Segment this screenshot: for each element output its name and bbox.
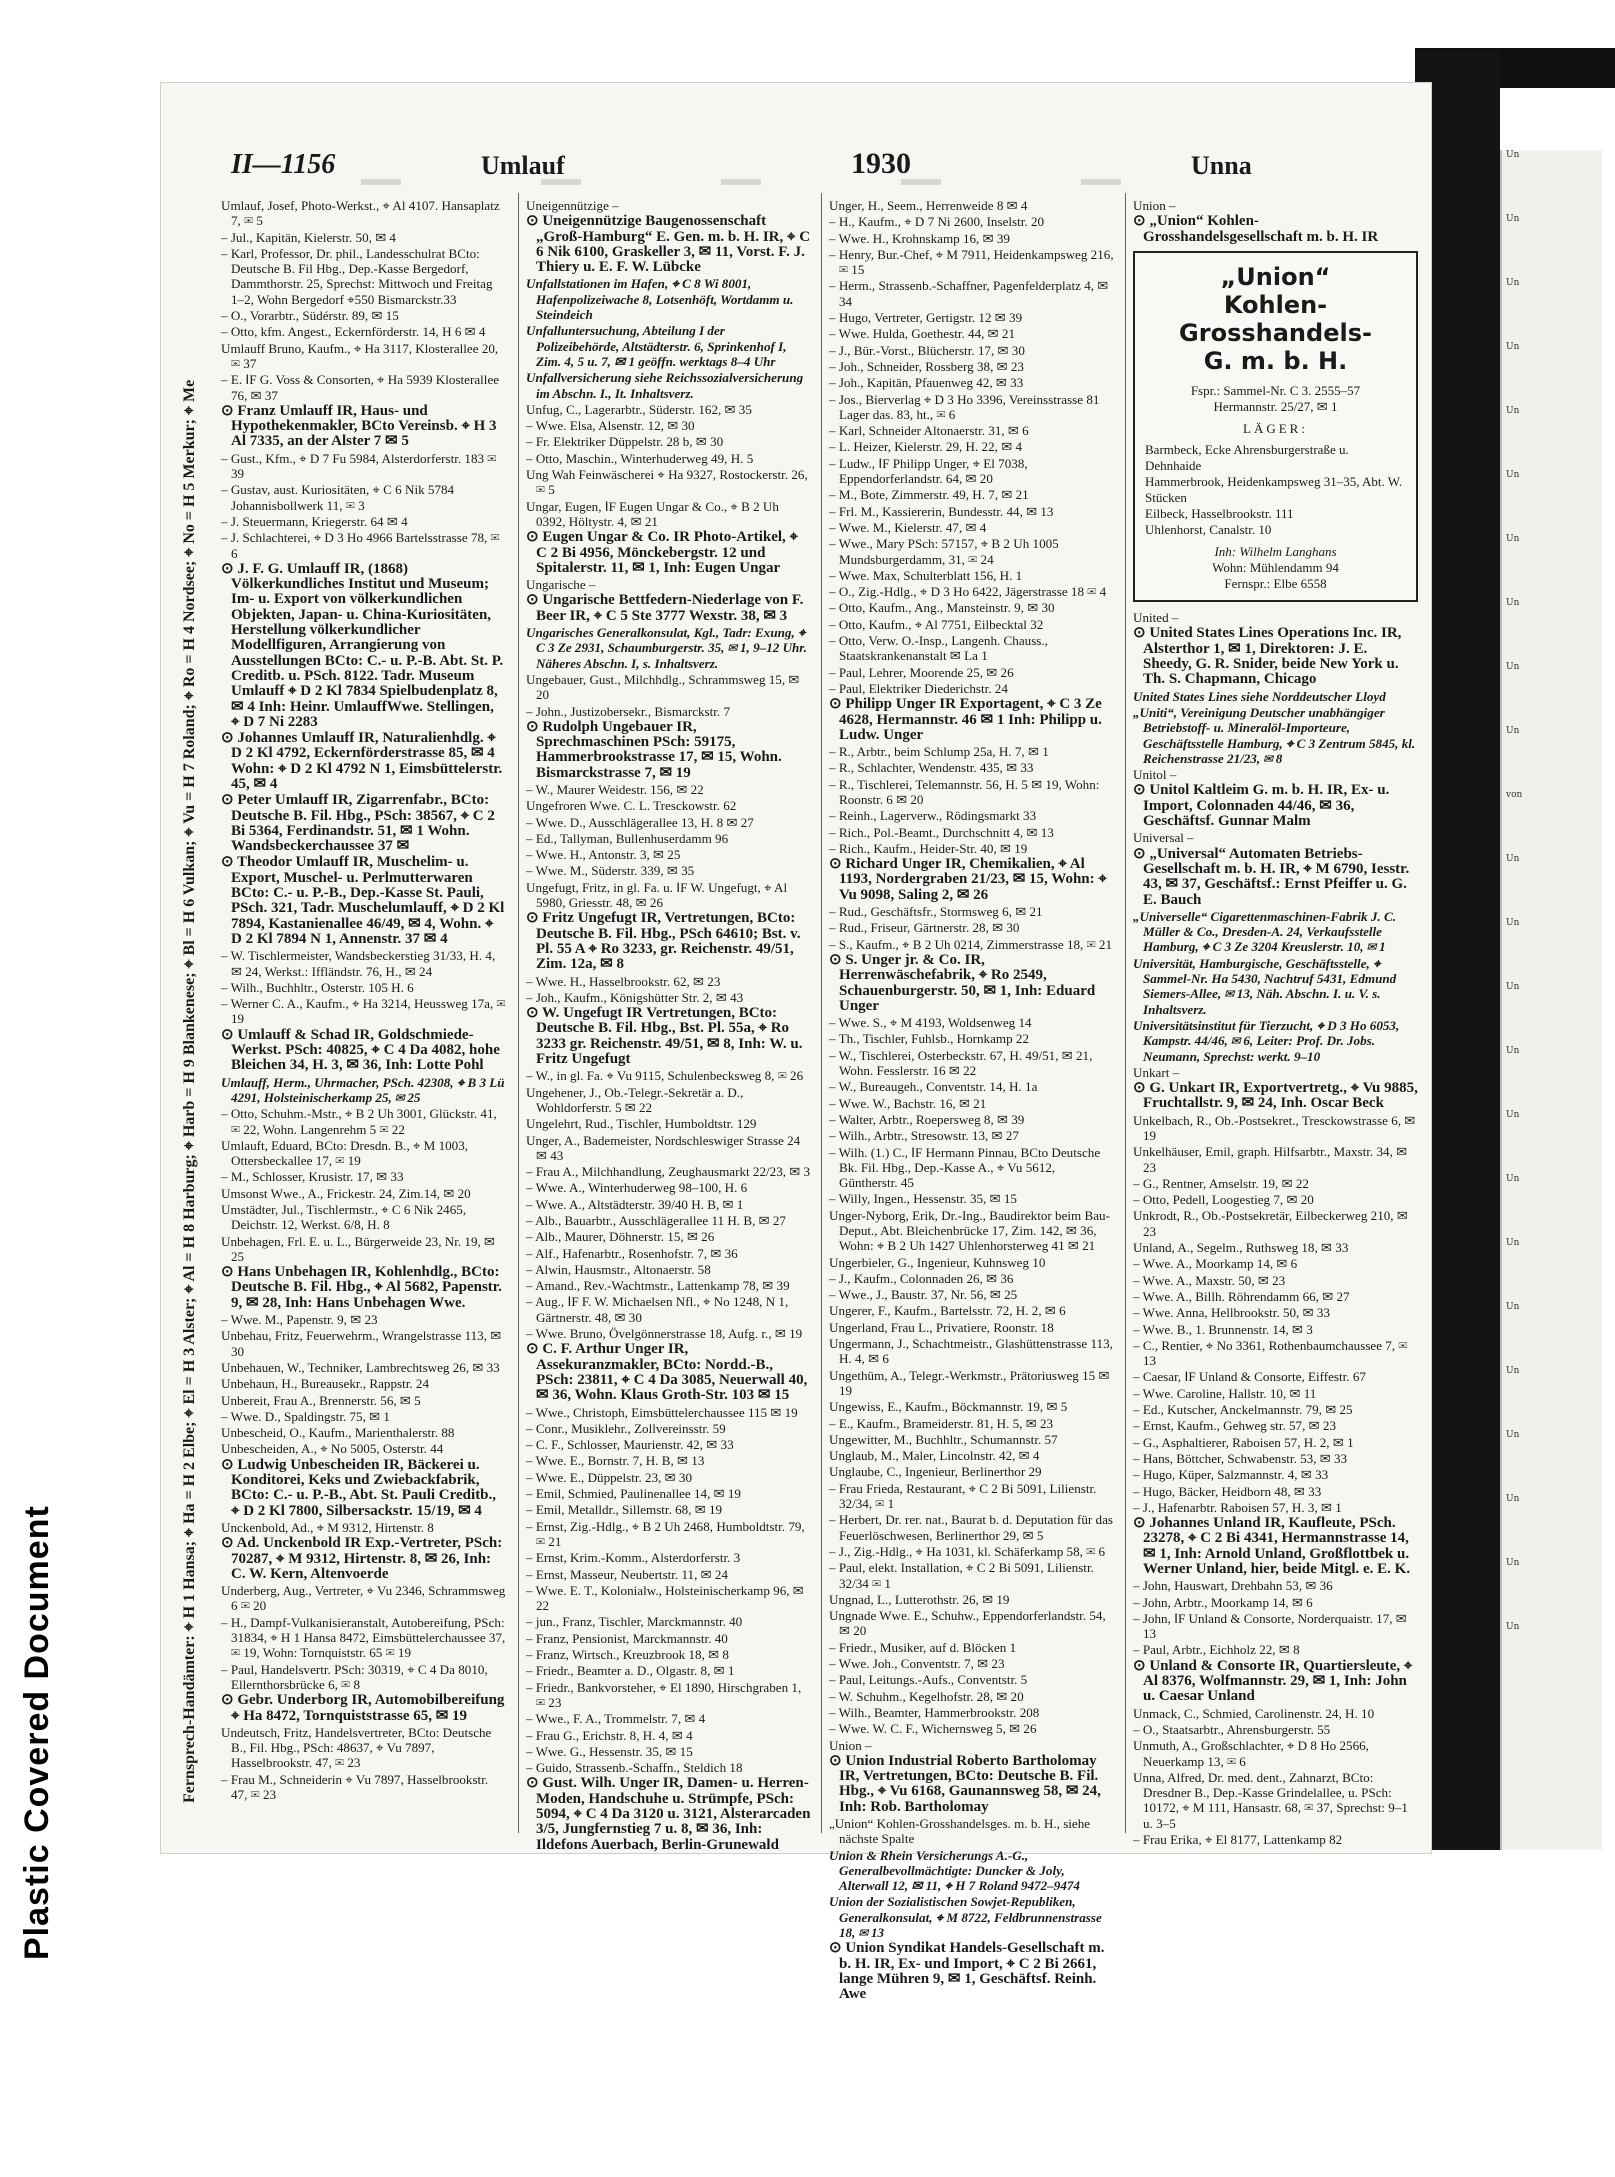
- directory-entry: Unkelhäuser, Emil, graph. Hilfsarbtr., Maxstr. 34, ✉ 23: [1133, 1144, 1408, 1175]
- directory-entry: Ungewiss, E., Kaufm., Böckmannstr. 19, ✉ 5: [829, 1399, 1068, 1415]
- directory-entry: – Frau G., Erichstr. 8, H. 4, ✉ 4: [526, 1727, 693, 1743]
- directory-entry: – Otto, Pedell, Loogestieg 7, ✉ 20: [1133, 1192, 1314, 1208]
- facing-page-fragment: Un: [1506, 918, 1520, 928]
- directory-entry: ⊙ Peter Umlauff IR, Zigarrenfabr., BCto: Deutsche B. Fil. Hbg., PSch: 38567, ⌖ C 2 Bi 5364, Ferdinandstr. 51, ✉ 1 Wohn. Wandsbeckerchaussee 37 ✉: [221, 792, 495, 855]
- directory-entry: – Hans, Böttcher, Schwabenstr. 53, ✉ 33: [1133, 1450, 1348, 1466]
- directory-entry: – Wwe., Mary PSch: 57157, ⌖ B 2 Uh 1005 Mundsburgerdamm, 31, ✉ 24: [829, 536, 1059, 567]
- directory-entry: – Wwe. S., ⌖ M 4193, Woldsenweg 14: [829, 1015, 1032, 1031]
- directory-entry: – L. Heizer, Kielerstr. 29, H. 22, ✉ 4: [829, 439, 1022, 455]
- directory-entry: – Wwe. M., Kielerstr. 47, ✉ 4: [829, 519, 987, 535]
- directory-entry: Ungewitter, M., Buchhltr., Schumannstr. 57: [829, 1431, 1058, 1447]
- directory-entry: – H., Kaufm., ⌖ D 7 Ni 2600, Inselstr. 20: [829, 214, 1045, 230]
- facing-page-fragment: Un: [1506, 470, 1520, 480]
- directory-entry: – Otto, Kaufm., Ang., Mansteinstr. 9, ✉ 30: [829, 600, 1055, 616]
- directory-entry: – Alf., Hafenarbtr., Rosenhofstr. 7, ✉ 36: [526, 1245, 738, 1261]
- directory-entry: Ungethüm, A., Telegr.-Werkmstr., Prätoriusweg 15 ✉ 19: [829, 1367, 1110, 1398]
- directory-entry: Ungnade Wwe. E., Schuhw., Eppendorferlandstr. 54, ✉ 20: [829, 1608, 1106, 1639]
- directory-entry: Umsonst Wwe., A., Frickestr. 24, Zim.14, ✉ 20: [221, 1185, 471, 1201]
- directory-entry: – Frau Frieda, Restaurant, ⌖ C 2 Bi 5091, Lilienstr. 32/34, ✉ 1: [829, 1480, 1097, 1512]
- directory-entry: – H., Dampf-Vulkanisieranstalt, Autobereifung, PSch: 31834, ⌖ H 1 Hansa 8472, Eimsbüttelerchaussee 37, ✉ 19, Wohn: Tornquiststr. 65 ✉ 19: [221, 1614, 506, 1661]
- directory-entry: – Karl, Schneider Altonaerstr. 31, ✉ 6: [829, 423, 1029, 439]
- directory-entry: Umlauff, Herm., Uhrmacher, PSch. 42308, ⌖ B 3 Lü 4291, Holsteinischerkamp 25, ✉ 25: [221, 1074, 505, 1105]
- directory-entry: Unckenbold, Ad., ⌖ M 9312, Hirtenstr. 8: [221, 1519, 434, 1535]
- directory-entry: – W. Tischlermeister, Wandsbeckerstieg 31/33, H. 4, ✉ 24, Werkst.: Iffländstr. 76, H., ✉ 24: [221, 948, 496, 979]
- directory-entry: – Ernst, Kaufm., Gehweg str. 57, ✉ 23: [1133, 1418, 1336, 1434]
- directory-entry: – O., Staatsarbtr., Ahrensburgerstr. 55: [1133, 1721, 1331, 1737]
- directory-entry: Unfallstationen im Hafen, ⌖ C 8 Wi 8001, Hafenpolizeiwache 8, Lotsenhöft, Wortdamm u. Steindeich: [526, 276, 794, 323]
- directory-entry: Ungerland, Frau L., Privatiere, Roonstr. 18: [829, 1319, 1054, 1335]
- directory-entry: – Ernst, Zig.-Hdlg., ⌖ B 2 Uh 2468, Humboldtstr. 79, ✉ 21: [526, 1518, 805, 1549]
- ad-owner: Inh: Wilhelm Langhans: [1214, 544, 1337, 560]
- directory-entry: – Th., Tischler, Fuhlsb., Hornkamp 22: [829, 1031, 1030, 1047]
- directory-entry: – Joh., Kapitän, Pfauenweg 42, ✉ 33: [829, 375, 1024, 391]
- ad-home-phone: Fernspr.: Elbe 6558: [1224, 576, 1327, 592]
- directory-entry: Ungarisches Generalkonsulat, Kgl., Tadr: Exung, ⌖ C 3 Ze 2931, Schaumburgerstr. 35, ✉ 1, 9–12 Uhr. Näheres Abschn. I, s. Inhaltsverz.: [526, 625, 807, 671]
- directory-entry: – Wwe. M., Papenstr. 9, ✉ 23: [221, 1312, 378, 1328]
- page-number: II—1156: [231, 149, 336, 180]
- directory-entry: Union & Rhein Versicherungs A.-G., Generalbevollmächtigte: Duncker & Joly, Alterwall 12, ✉ 11, ⌖ H 7 Roland 9472–9474: [829, 1847, 1080, 1894]
- directory-entry: – Henry, Bur.-Chef, ⌖ M 7911, Heidenkampsweg 216, ✉ 15: [829, 246, 1114, 278]
- directory-entry: Universität, Hamburgische, Geschäftsstelle, ⌖ Sammel-Nr. Ha 5430, Nachtruf 5431, Edmund Siemers-Allee, ✉ 13, Näh. Abschn. I. u. V. s. Inhaltsverz.: [1133, 955, 1397, 1017]
- directory-entry: Unbehagen, Frl. E. u. L., Bürgerweide 23, Nr. 19, ✉ 25: [221, 1233, 496, 1264]
- directory-entry: ⊙ United States Lines Operations Inc. IR, Alsterthor 1, ✉ 1, Direktoren: J. E. Sheedy, G. R. Snider, beide New York u. Th. S. Chapmann, Chicago: [1133, 625, 1402, 688]
- directory-entry: – Wwe. G., Hessenstr. 35, ✉ 15: [526, 1743, 693, 1759]
- directory-entry: – Fr. Elektriker Düppelstr. 28 b, ✉ 30: [526, 434, 724, 450]
- directory-entry: – Otto, Maschin., Winterhuderweg 49, H. 5: [526, 450, 754, 466]
- directory-entry: – Hugo, Vertreter, Gertigstr. 12 ✉ 39: [829, 310, 1023, 326]
- facing-page-fragment: Un: [1506, 662, 1520, 672]
- directory-entry: – W. Schuhm., Kegelhofstr. 28, ✉ 20: [829, 1688, 1024, 1704]
- directory-entry: – Rud., Geschäftsfr., Stormsweg 6, ✉ 21: [829, 904, 1043, 920]
- directory-entry: – Wwe. E., Bornstr. 7, H. B, ✉ 13: [526, 1453, 705, 1469]
- directory-entry: Unmack, C., Schmied, Carolinenstr. 24, H. 10: [1133, 1705, 1375, 1721]
- directory-entry: – Emil, Schmied, Paulinenallee 14, ✉ 19: [526, 1486, 741, 1502]
- directory-entry: Ungar, Eugen, ⅠF Eugen Ungar & Co., ⌖ B 2 Uh 0392, Höltystr. 4, ✉ 21: [526, 498, 779, 529]
- directory-entry: – Herbert, Dr. rer. nat., Baurat b. d. Deputation für das Feuerlöschwesen, Berlinerthor 29, ✉ 5: [829, 1512, 1113, 1543]
- directory-entry: Unmuth, A., Großschlachter, ⌖ D 8 Ho 2566, Neuerkamp 13, ✉ 6: [1133, 1738, 1369, 1769]
- directory-entry: – Wwe. Max, Schulterblatt 156, H. 1: [829, 567, 1023, 583]
- column-rule: [1125, 193, 1126, 1833]
- directory-entry: – W., Maurer Weidestr. 156, ✉ 22: [526, 781, 704, 797]
- directory-entry: – J. Steuermann, Kriegerstr. 64 ✉ 4: [221, 513, 408, 529]
- directory-entry: – Reinh., Lagerverw., Rödingsmarkt 33: [829, 808, 1037, 824]
- facing-page-fragment: Un: [1506, 1430, 1520, 1440]
- directory-entry: – Hugo, Küper, Salzmannstr. 4, ✉ 33: [1133, 1467, 1329, 1483]
- directory-entry: – Otto, kfm. Angest., Eckernförderstr. 14, H 6 ✉ 4: [221, 324, 486, 340]
- facing-page-fragment: Un: [1506, 214, 1520, 224]
- directory-entry: Union –: [1133, 198, 1176, 213]
- directory-entry: – J., Hafenarbtr. Raboisen 57, H. 3, ✉ 1: [1133, 1499, 1342, 1515]
- directory-entry: – Wwe. Joh., Conventstr. 7, ✉ 23: [829, 1656, 1005, 1672]
- directory-entry: – W., Tischlerei, Osterbeckstr. 67, H. 49/51, ✉ 21, Wohn. Fesslerstr. 16 ✉ 22: [829, 1047, 1093, 1079]
- directory-entry: Unbescheiden, A., ⌖ No 5005, Osterstr. 44: [221, 1441, 444, 1457]
- ad-lager-heading: LÄGER:: [1243, 420, 1308, 436]
- directory-entry: – G., Asphaltierer, Raboisen 57, H. 2, ✉ 1: [1133, 1434, 1354, 1450]
- directory-entry: – Otto, Kaufm., ⌖ Al 7751, Eilbecktal 32: [829, 616, 1044, 632]
- facing-page-fragment: Un: [1506, 150, 1520, 160]
- directory-entry: – Jul., Kapitän, Kielerstr. 50, ✉ 4: [221, 229, 396, 245]
- directory-entry: Ungelehrt, Rud., Tischler, Humboldtstr. 129: [526, 1116, 757, 1132]
- directory-entry: Unger, H., Seem., Herrenweide 8 ✉ 4: [829, 198, 1028, 213]
- directory-entry: – Wwe., Christoph, Eimsbüttelerchaussee 115 ✉ 19: [526, 1404, 798, 1420]
- directory-entry: – Werner C. A., Kaufm., ⌖ Ha 3214, Heussweg 17a, ✉ 19: [221, 996, 506, 1027]
- directory-entry: – Paul, Lehrer, Moorende 25, ✉ 26: [829, 664, 1014, 680]
- facing-page-fragment: Un: [1506, 342, 1520, 352]
- directory-entry: ⊙ Philipp Unger IR Exportagent, ⌖ C 3 Ze 4628, Hermannstr. 46 ✉ 1 Inh: Philipp u. Ludw. Unger: [829, 696, 1102, 743]
- directory-entry: – Wwe. W. C. F., Wichernsweg 5, ✉ 26: [829, 1721, 1037, 1737]
- directory-entry: – Wwe. H., Hasselbrookstr. 62, ✉ 23: [526, 973, 721, 989]
- directory-entry: ⊙ G. Unkart IR, Exportvertretg., ⌖ Vu 9885, Fruchtallstr. 9, ✉ 24, Inh. Oscar Beck: [1133, 1080, 1418, 1112]
- directory-entry: – Frau A., Milchhandlung, Zeughausmarkt 22/23, ✉ 3: [526, 1164, 811, 1180]
- directory-entry: – Ernst, Krim.-Komm., Alsterdorferstr. 3: [526, 1550, 741, 1566]
- directory-entry: – Alwin, Hausmstr., Altonaerstr. 58: [526, 1261, 711, 1277]
- directory-entry: – Alb., Bauarbtr., Ausschlägerallee 11 H. B, ✉ 27: [526, 1213, 786, 1228]
- directory-entry: – M., Schlosser, Krusistr. 17, ✉ 33: [221, 1169, 404, 1185]
- column-2: [526, 198, 811, 1853]
- directory-entry: Unger-Nyborg, Erik, Dr.-Ing., Baudirektor beim Bau-Deput., Abt. Bleichenbrücke 17, Zim. 142, ✉ 36, Wohn: ⌖ B 2 Uh 1427 Uhlenhorsterweg 41 ✉ 21: [829, 1207, 1110, 1254]
- facing-page-fragment: Un: [1506, 534, 1520, 544]
- directory-entry: – Amand., Rev.-Wachtmstr., Lattenkamp 78, ✉ 39: [526, 1278, 790, 1294]
- directory-entry: Ungnad, L., Lutterothstr. 26, ✉ 19: [829, 1591, 1010, 1607]
- directory-entry: – Rich., Kaufm., Heider-Str. 40, ✉ 19: [829, 840, 1028, 856]
- directory-entry: Umstädter, Jul., Tischlermstr., ⌖ C 6 Nik 2465, Deichstr. 12, Werkst. 6/8, H. 8: [221, 1202, 467, 1233]
- directory-entry: – Wwe. Elsa, Alsenstr. 12, ✉ 30: [526, 418, 695, 434]
- facing-page-fragment: Un: [1506, 1238, 1520, 1248]
- facing-page-fragment: Un: [1506, 982, 1520, 992]
- directory-entry: – Ed., Tallyman, Bullenhuserdamm 96: [526, 830, 729, 846]
- directory-entry: – Ed., Kutscher, Anckelmannstr. 79, ✉ 25: [1133, 1402, 1353, 1418]
- ad-title-1: „Union“: [1220, 262, 1331, 291]
- directory-entry: Ungarische –: [526, 577, 596, 593]
- directory-entry: – Paul, elekt. Installation, ⌖ C 2 Bi 5091, Lilienstr. 32/34 ✉ 1: [829, 1560, 1094, 1591]
- directory-entry: ⊙ J. F. G. Umlauff IR, (1868) Völkerkundliches Institut und Museum; Im- u. Export von völkerkundlichen Objekten, Japan- u. China-Kuriositäten, Herstellung völkerkundlicher Modellfiguren, Arrangierung von Ausstellungen BCto: C.- u. P.-B. Abt. St. P. Creditb. u. PSch. 8122. Tadr. Museum Umlauff ⌖ D 2 Kl 7834 Spielbudenplatz 8, ✉ 4 Inh: Heinr. UmlauffWwe. Stellingen, ⌖ D 7 Ni 2283: [221, 560, 504, 730]
- directory-entry: ⊙ Umlauff & Schad IR, Goldschmiede-Werkst. PSch: 40825, ⌖ C 4 Da 4082, hohe Bleichen 34, H. 3, ✉ 36, Inh: Lotte Pohl: [221, 1026, 500, 1074]
- directory-entry: – Ludw., ⅠF Philipp Unger, ⌖ El 7038, Eppendorferlandstr. 64, ✉ 20: [829, 455, 1028, 487]
- directory-entry: – Gust., Kfm., ⌖ D 7 Fu 5984, Alsterdorferstr. 183 ✉ 39: [221, 450, 497, 482]
- directory-entry: – John., Justizobersekr., Bismarckstr. 7: [526, 703, 731, 719]
- directory-entry: – Friedr., Beamter a. D., Olgastr. 8, ✉ 1: [526, 1663, 735, 1679]
- facing-page-fragment: Un: [1506, 854, 1520, 864]
- page-header: [231, 143, 1381, 183]
- directory-entry: Ungerer, F., Kaufm., Bartelsstr. 72, H. 2, ✉ 6: [829, 1303, 1066, 1319]
- directory-entry: Unfalluntersuchung, Abteilung I der Polizeibehörde, Altstädterstr. 6, Sprinkenhof I, Zim. 4, 5 u. 7, ✉ 1 geöffn. werktags 8–4 Uhr: [526, 323, 787, 369]
- directory-entry: Unger, A., Bademeister, Nordschleswiger Strasse 24 ✉ 43: [526, 1132, 801, 1163]
- column-4: [1133, 198, 1418, 1848]
- directory-entry: – Herm., Strassenb.-Schaffner, Pagenfelderplatz 4, ✉ 34: [829, 278, 1109, 309]
- directory-entry: – J. Schlachterei, ⌖ D 3 Ho 4966 Bartelsstrasse 78, ✉ 6: [221, 530, 500, 561]
- directory-entry: – Frau Erika, ⌖ El 8177, Lattenkamp 82: [1133, 1832, 1343, 1848]
- ad-phone: Fspr.: Sammel-Nr. C 3. 2555–57: [1190, 382, 1361, 398]
- directory-entry: – Wwe. E. T., Kolonialw., Holsteinischerkamp 96, ✉ 22: [526, 1582, 804, 1614]
- directory-entry: ⊙ Uneigennützige Baugenossenschaft „Groß-Hamburg“ E. Gen. m. b. H. IR, ⌖ C 6 Nik 6100, Graskeller 3, ✉ 11, Vorst. F. J. Thiery u. E. F. W. Lübcke: [526, 213, 811, 276]
- directory-entry: „Uniti“, Vereinigung Deutscher unabhängiger Betriebstoff- u. Mineralöl-Importeure, Geschäftsstelle Hamburg, ⌖ C 3 Zentrum 5845, kl. Reichenstrasse 21/23, ✉ 8: [1133, 704, 1416, 766]
- directory-entry: – R., Tischlerei, Telemannstr. 56, H. 5 ✉ 19, Wohn: Roonstr. 6 ✉ 20: [829, 776, 1100, 807]
- directory-entry: Unfallversicherung siehe Reichssozialversicherung im Abschn. I., It. Inhaltsverz.: [526, 370, 804, 401]
- directory-entry: – Wwe., F. A., Trommelstr. 7, ✉ 4: [526, 1711, 706, 1727]
- directory-entry: – J., Zig.-Hdlg., ⌖ Ha 1031, kl. Schäferkamp 58, ✉ 6: [829, 1543, 1106, 1559]
- directory-entry: Unbereit, Frau A., Brennerstr. 56, ✉ 5: [221, 1392, 421, 1408]
- directory-entry: – Wwe. Anna, Hellbrookstr. 50, ✉ 33: [1133, 1305, 1330, 1321]
- directory-entry: Unbehau, Fritz, Feuerwehrm., Wrangelstrasse 113, ✉ 30: [221, 1328, 502, 1359]
- ad-lager-item: Hammerbrook, Heidenkampsweg 31–35, Abt. W. Stücken: [1145, 474, 1403, 506]
- directory-entry: ⊙ „Union“ Kohlen-Grosshandelsgesellschaft m. b. H. IR: [1133, 213, 1379, 245]
- facing-page-fragment: Un: [1506, 1046, 1520, 1056]
- directory-entry: – Friedr., Bankvorsteher, ⌖ El 1890, Hirschgraben 1, ✉ 23: [526, 1679, 802, 1710]
- directory-entry: ⊙ Unitol Kaltleim G. m. b. H. IR, Ex- u. Import, Colonnaden 44/46, ✉ 36, Geschäftsf. Gunnar Malm: [1133, 782, 1390, 830]
- directory-entry: ⊙ Johannes Umlauff IR, Naturalienhdlg. ⌖ D 2 Kl 4792, Eckernförderstrasse 85, ✉ 4 Wohn: ⌖ D 2 Kl 4792 N 1, Eimsbüttelerstr. 45, ✉ 4: [221, 730, 503, 792]
- directory-entry: – Hugo, Bäcker, Heidborn 48, ✉ 33: [1133, 1483, 1322, 1499]
- directory-entry: – Franz, Pensionist, Marckmannstr. 40: [526, 1630, 728, 1646]
- directory-entry: – Wwe. A., Billh. Röhrendamm 66, ✉ 27: [1133, 1288, 1350, 1304]
- directory-entry: – Wilh., Buchhltr., Osterstr. 105 H. 6: [221, 979, 414, 995]
- directory-entry: Unfug, C., Lagerarbtr., Süderstr. 162, ✉ 35: [526, 401, 752, 417]
- directory-entry: – Wwe. M., Süderstr. 339, ✉ 35: [526, 863, 695, 879]
- directory-entry: – Joh., Kaufm., Königshütter Str. 2, ✉ 43: [526, 989, 744, 1005]
- directory-entry: „Universelle“ Cigarettenmaschinen-Fabrik J. C. Müller & Co., Dresden-A. 24, Verkaufsstelle Hamburg, ⌖ C 3 Ze 3204 Kreuslerstr. 10, ✉ 1: [1133, 908, 1396, 955]
- facing-page-fragment: Un: [1506, 406, 1520, 416]
- directory-entry: ⊙ Richard Unger IR, Chemikalien, ⌖ Al 1193, Nordergraben 21/23, ✉ 15, Wohn: ⌖ Vu 9098, Saling 2, ✉ 26: [829, 856, 1107, 903]
- directory-entry: Unbescheid, O., Kaufm., Marienthalerstr. 88: [221, 1425, 455, 1441]
- directory-entry: – M., Bote, Zimmerstr. 49, H. 7, ✉ 21: [829, 487, 1029, 503]
- directory-entry: – Guido, Strassenb.-Schaffn., Steldich 18: [526, 1760, 743, 1776]
- directory-entry: – Wwe., J., Baustr. 37, Nr. 56, ✉ 25: [829, 1287, 1018, 1303]
- directory-entry: ⊙ Gust. Wilh. Unger IR, Damen- u. Herren-Moden, Handschuhe u. Strümpfe, PSch: 5094, ⌖ C 4 Da 3120 u. 3121, Alsterarcaden 3/5, Jungfernstieg 7 u. 8, ✉ 36, Inh: Ildefons Auerbach, Berlin-Grunewald: [526, 1775, 811, 1853]
- directory-entry: – Rich., Pol.-Beamt., Durchschnitt 4, ✉ 13: [829, 824, 1054, 840]
- facing-page-fragment: Un: [1506, 1302, 1520, 1312]
- directory-entry: – E., Kaufm., Brameiderstr. 81, H. 5, ✉ 23: [829, 1415, 1054, 1431]
- directory-entry: – S., Kaufm., ⌖ B 2 Uh 0214, Zimmerstrasse 18, ✉ 21: [829, 936, 1112, 952]
- directory-entry: Unbehauen, W., Techniker, Lambrechtsweg 26, ✉ 33: [221, 1359, 500, 1375]
- directory-entry: Unkelbach, R., Ob.-Postsekret., Tresckowstrasse 6, ✉ 19: [1133, 1112, 1416, 1143]
- directory-entry: – Wwe. W., Bachstr. 16, ✉ 21: [829, 1095, 987, 1111]
- facing-page-fragment: Un: [1506, 1622, 1520, 1632]
- directory-entry: Unglaub, M., Maler, Lincolnstr. 42, ✉ 4: [829, 1448, 1040, 1464]
- directory-entry: Universal –: [1133, 830, 1194, 846]
- directory-entry: Ung Wah Feinwäscherei ⌖ Ha 9327, Rostockerstr. 26, ✉ 5: [526, 467, 808, 498]
- directory-entry: – Franz, Wirtsch., Kreuzbrook 18, ✉ 8: [526, 1647, 729, 1663]
- directory-entry: – Wwe. B., 1. Brunnenstr. 14, ✉ 3: [1133, 1321, 1313, 1337]
- directory-entry: – Aug., ⅠF F. W. Michaelsen Nfl., ⌖ No 1248, N 1, Gärtnerstr. 48, ✉ 30: [526, 1294, 789, 1325]
- directory-entry: – Conr., Musiklehr., Zollvereinsstr. 59: [526, 1420, 726, 1436]
- ad-home: Wohn: Mühlendamm 94: [1212, 560, 1339, 576]
- directory-entry: Umlauf, Josef, Photo-Werkst., ⌖ Al 4107. Hansaplatz 7, ✉ 5: [221, 198, 500, 229]
- side-label: Plastic Covered Document: [18, 1505, 56, 1960]
- directory-entry: Underberg, Aug., Vertreter, ⌖ Vu 2346, Schrammsweg 6 ✉ 20: [221, 1583, 506, 1614]
- directory-entry: – R., Schlachter, Wendenstr. 435, ✉ 33: [829, 760, 1034, 776]
- directory-entry: Unna, Alfred, Dr. med. dent., Zahnarzt, BCto: Dresdner B., Dep.-Kasse Grindelallee, u. PSch: 10172, ⌖ M 111, Hansastr. 68, ✉ 37, Sprechst: 9–1 u. 3–5: [1133, 1769, 1408, 1831]
- facing-page-fragment: Un: [1506, 1174, 1520, 1184]
- directory-entry: – John, Arbtr., Moorkamp 14, ✉ 6: [1133, 1594, 1313, 1610]
- directory-entry: Union –: [829, 1737, 872, 1753]
- directory-entry: – Paul, Elektriker Diederichstr. 24: [829, 680, 1008, 696]
- directory-entry: – jun., Franz, Tischler, Marckmannstr. 40: [526, 1614, 743, 1630]
- directory-entry: – E. ⅠF G. Voss & Consorten, ⌖ Ha 5939 Klosterallee 76, ✉ 37: [221, 372, 500, 403]
- directory-entry: – Otto, Schuhm.-Mstr., ⌖ B 2 Uh 3001, Glückstr. 41, ✉ 22, Wohn. Langenrehm 5 ✉ 22: [221, 1106, 497, 1137]
- directory-entry: – John, ⅠF Unland & Consorte, Norderquaistr. 17, ✉ 13: [1133, 1610, 1407, 1642]
- directory-entry: Umlauft, Eduard, BCto: Dresdn. B., ⌖ M 1003, Ottersbeckallee 17, ✉ 19: [221, 1137, 469, 1169]
- directory-entry: Ungerbieler, G., Ingenieur, Kuhnsweg 10: [829, 1254, 1046, 1270]
- header-last-name: Unna: [1191, 151, 1252, 180]
- directory-entry: – Paul, Arbtr., Eichholz 22, ✉ 8: [1133, 1642, 1300, 1658]
- directory-entry: Ungehener, J., Ob.-Telegr.-Sekretär a. D., Wohldorferstr. 5 ✉ 22: [526, 1084, 744, 1115]
- directory-entry: ⊙ Eugen Ungar & Co. IR Photo-Artikel, ⌖ C 2 Bi 4956, Mönckebergstr. 12 und Spitalerstr. 11, ✉ 1, Inh: Eugen Ungar: [526, 529, 798, 576]
- facing-page-fragment: Un: [1506, 1110, 1520, 1120]
- directory-entry: – Wilh., Arbtr., Stresowstr. 13, ✉ 27: [829, 1128, 1019, 1144]
- directory-entry: – Wwe. A., Winterhuderweg 98–100, H. 6: [526, 1180, 748, 1196]
- directory-entry: – O., Vorarbtr., Südérstr. 89, ✉ 15: [221, 308, 399, 324]
- directory-entry: ⊙ Fritz Ungefugt IR, Vertretungen, BCto: Deutsche B. Fil. Hbg., PSch 64610; Bst. v. Pl. 55 A ⌖ Ro 3233, gr. Reichenstr. 49/51, Zim. 12a, ✉ 8: [526, 910, 801, 973]
- directory-entry: – Ernst, Masseur, Neubertstr. 11, ✉ 24: [526, 1566, 728, 1582]
- directory-entry: – O., Zig.-Hdlg., ⌖ D 3 Ho 6422, Jägerstrasse 18 ✉ 4: [829, 584, 1107, 600]
- directory-entry: „Union“ Kohlen-Grosshandelsges. m. b. H., siehe nächste Spalte: [829, 1815, 1091, 1847]
- directory-entry: ⊙ Unland & Consorte IR, Quartiersleute, ⌖ Al 8376, Wolfmannstr. 29, ✉ 1, Inh: John u. Caesar Unland: [1133, 1657, 1413, 1705]
- directory-entry: Ungebauer, Gust., Milchhdlg., Schrammsweg 15, ✉ 20: [526, 671, 800, 703]
- directory-entry: Ungefroren Wwe. C. L. Tresckowstr. 62: [526, 798, 737, 814]
- directory-entry: – W., in gl. Fa. ⌖ Vu 9115, Schulenbecksweg 8, ✉ 26: [526, 1068, 804, 1084]
- directory-entry: Unkrodt, R., Ob.-Postsekretär, Eilbeckerweg 210, ✉ 23: [1133, 1208, 1408, 1239]
- directory-entry: – Emil, Metalldr., Sillemstr. 68, ✉ 19: [526, 1502, 723, 1518]
- ad-lager-item: Eilbeck, Hasselbrookstr. 111: [1145, 506, 1294, 522]
- ad-title-2: Kohlen-Grosshandels-: [1179, 290, 1372, 347]
- directory-entry: Unitol –: [1133, 767, 1177, 783]
- ad-lager-item: Uhlenhorst, Canalstr. 10: [1145, 522, 1272, 538]
- directory-entry: – R., Arbtr., beim Schlump 25a, H. 7, ✉ 1: [829, 744, 1049, 760]
- directory-entry: – J., Bür.-Vorst., Blücherstr. 17, ✉ 30: [829, 342, 1025, 358]
- directory-entry: Unland, A., Segelm., Ruthsweg 18, ✉ 33: [1133, 1240, 1349, 1256]
- facing-page-fragment: Un: [1506, 726, 1520, 736]
- directory-entry: – Wwe. H., Antonstr. 3, ✉ 25: [526, 847, 681, 863]
- directory-entry: Ungermann, J., Schachtmeistr., Glashüttenstrasse 113, H. 4, ✉ 6: [829, 1336, 1113, 1367]
- directory-entry: – Caesar, ⅠF Unland & Consorte, Eiffestr. 67: [1133, 1369, 1366, 1385]
- directory-entry: – Wilh., Beamter, Hammerbrookstr. 208: [829, 1704, 1040, 1720]
- directory-entry: Ungefugt, Fritz, in gl. Fa. u. ⅠF W. Ungefugt, ⌖ Al 5980, Griesstr. 48, ✉ 26: [526, 879, 788, 911]
- directory-entry: – Wwe. D., Ausschlägerallee 13, H. 8 ✉ 27: [526, 814, 754, 830]
- directory-entry: – Jos., Bierverlag ⌖ D 3 Ho 3396, Vereinsstrasse 81 Lager das. 83, ht., ✉ 6: [829, 391, 1100, 422]
- directory-entry: ⊙ Gebr. Underborg IR, Automobilbereifung ⌖ Ha 8472, Tornquiststrasse 65, ✉ 19: [221, 1692, 505, 1724]
- directory-entry: – G., Rentner, Amselstr. 19, ✉ 22: [1133, 1175, 1309, 1191]
- directory-entry: – Joh., Schneider, Rossberg 38, ✉ 23: [829, 358, 1024, 374]
- directory-entry: ⊙ Rudolph Ungebauer IR, Sprechmaschinen PSch: 59175, Hammerbrookstrasse 17, ✉ 15, Wohn. Bismarckstrasse 7, ✉ 19: [526, 718, 782, 781]
- facing-page-fragment: Un: [1506, 598, 1520, 608]
- directory-entry: – Paul, Leitungs.-Aufs., Conventstr. 5: [829, 1672, 1028, 1688]
- directory-entry: – Wwe. A., Maxstr. 50, ✉ 23: [1133, 1272, 1286, 1288]
- directory-entry: – W., Bureaugeh., Conventstr. 14, H. 1a: [829, 1079, 1038, 1095]
- directory-entry: – Otto, Verw. O.-Insp., Langenh. Chauss., Staatskrankenanstalt ✉ La 1: [829, 633, 1048, 664]
- column-rule: [518, 193, 519, 1833]
- facing-page-fragment: Un: [1506, 1366, 1520, 1376]
- directory-entry: ⊙ Ad. Unckenbold IR Exp.-Vertreter, PSch: 70287, ⌖ M 9312, Hirtenstr. 8, ✉ 26, Inh: C. W. Kern, Altenvoerde: [221, 1535, 503, 1582]
- directory-entry: ⊙ W. Ungefugt IR Vertretungen, BCto: Deutsche B. Fil. Hbg., Bst. Pl. 55a, ⌖ Ro 3233 gr. Reichenstr. 49/51, ✉ 8, Inh: W. u. Fritz Ungefugt: [526, 1005, 803, 1068]
- directory-entry: – Rud., Friseur, Gärtnerstr. 28, ✉ 30: [829, 920, 1020, 936]
- directory-entry: Union der Sozialistischen Sowjet-Republiken, Generalkonsulat, ⌖ M 8722, Feldbrunnenstrasse 18, ✉ 13: [829, 1894, 1102, 1941]
- directory-entry: – J., Kaufm., Colonnaden 26, ✉ 36: [829, 1270, 1014, 1286]
- directory-entry: ⊙ Ungarische Bettfedern-Niederlage von F. Beer IR, ⌖ C 5 Ste 3777 Wexstr. 38, ✉ 3: [526, 592, 804, 624]
- directory-entry: Undeutsch, Fritz, Handelsvertreter, BCto: Deutsche B., Fil. Hbg., PSch: 48637, ⌖ Vu 7897, Hasselbrookstr. 47, ✉ 23: [221, 1724, 492, 1771]
- directory-entry: ⊙ Union Industrial Roberto Bartholomay IR, Vertretungen, BCto: Deutsche B. Fil. Hbg., ⌖ Vu 6168, Gaunannsweg 58, ✉ 24, Inh: Rob. Bartholomay: [829, 1752, 1101, 1815]
- directory-page: [160, 82, 1432, 2003]
- directory-entry: United –: [1133, 610, 1179, 626]
- facing-page: [1500, 150, 1602, 1850]
- directory-entry: – Alb., Maurer, Döhnerstr. 15, ✉ 26: [526, 1229, 715, 1245]
- directory-entry: – Paul, Handelsvertr. PSch: 30319, ⌖ C 4 Da 8010, Ellernthorsbrücke 6, ✉ 8: [221, 1661, 488, 1692]
- directory-entry: – Wwe. H., Krohnskamp 16, ✉ 39: [829, 230, 1010, 246]
- directory-entry: Unglaube, C., Ingenieur, Berlinerthor 29: [829, 1464, 1042, 1480]
- directory-entry: – John, Hauswart, Drehbahn 53, ✉ 36: [1133, 1578, 1333, 1594]
- directory-entry: – C., Rentier, ⌖ No 3361, Rothenbaumchaussee 7, ✉ 13: [1133, 1337, 1408, 1369]
- facing-page-fragment: Un: [1506, 278, 1520, 288]
- directory-entry: ⊙ „Universal“ Automaten Betriebs-Gesellschaft m. b. H. IR, ⌖ M 6790, Iesstr. 43, ✉ 37, Geschäftsf.: Ernst Pfeiffer u. G. E. Bauch: [1133, 845, 1410, 908]
- directory-entry: ⊙ Franz Umlauff IR, Haus- und Hypothekenmakler, BCto Vereinsb. ⌖ H 3 Al 7335, an der Alster 7 ✉ 5: [221, 402, 497, 450]
- directory-entry: – Wwe. D., Spaldingstr. 75, ✉ 1: [221, 1408, 390, 1424]
- directory-entry: – Wwe. Hulda, Goethestr. 44, ✉ 21: [829, 326, 1016, 342]
- directory-entry: ⊙ C. F. Arthur Unger IR, Assekuranzmakler, BCto: Nordd.-B., PSch: 23811, ⌖ C 4 Da 3085, Neuerwall 40, ✉ 36, Wohn. Klaus Groth-Str. 103 ✉ 15: [526, 1341, 808, 1404]
- directory-entry: – Friedr., Musiker, auf d. Blöcken 1: [829, 1639, 1017, 1655]
- directory-entry: – Wwe. Caroline, Hallstr. 10, ✉ 11: [1133, 1385, 1317, 1401]
- directory-entry: ⊙ S. Unger jr. & Co. IR, Herrenwäschefabrik, ⌖ Ro 2549, Schauenburgerstr. 50, ✉ 1, Inh: Eduard Unger: [829, 951, 1096, 1014]
- ad-address: Hermannstr. 25/27, ✉ 1: [1213, 398, 1338, 414]
- directory-entry: – Wwe. A., Moorkamp 14, ✉ 6: [1133, 1256, 1298, 1272]
- directory-entry: – Wwe. A., Altstädterstr. 39/40 H. B, ✉ 1: [526, 1196, 744, 1212]
- directory-entry: – Willy, Ingen., Hessenstr. 35, ✉ 15: [829, 1191, 1017, 1207]
- directory-entry: ⊙ Theodor Umlauff IR, Muschelim- u. Export, Muschel- u. Perlmutterwaren BCto: C.- u. P.-B., Dep.-Kasse St. Pauli, PSch. 321, Tadr. Muschelumlauff, ⌖ D 2 Kl 7894, Kastanienallee 46/49, ✉ 4, Wohn. ⌖ D 2 Kl 7894 N 1, Annenstr. 37 ✉ 4: [221, 854, 505, 947]
- facing-page-fragment: von: [1506, 790, 1523, 800]
- directory-entry: – Gustav, aust. Kuriositäten, ⌖ C 6 Nik 5784 Johannisbollwerk 11, ✉ 3: [221, 482, 455, 513]
- facing-page-fragment: Un: [1506, 1558, 1520, 1568]
- directory-entry: ⊙ Union Syndikat Handels-Gesellschaft m. b. H. IR, Ex- und Import, ⌖ C 2 Bi 2661, lange Mühren 9, ✉ 1, Geschäftsf. Reinh. Awe: [829, 1940, 1105, 2003]
- directory-entry: ⊙ Hans Unbehagen IR, Kohlenhdlg., BCto: Deutsche B. Fil. Hbg., ⌖ Al 5682, Papenstr. 9, ✉ 28, Inh: Hans Unbehagen Wwe.: [221, 1264, 502, 1311]
- ad-title-3: G. m. b. H.: [1203, 346, 1348, 375]
- directory-entry: – C. F., Schlosser, Maurienstr. 42, ✉ 33: [526, 1437, 734, 1453]
- directory-entry: – Frl. M., Kassiererin, Bundesstr. 44, ✉ 13: [829, 503, 1054, 519]
- facing-page-fragment: Un: [1506, 1494, 1520, 1504]
- directory-entry: ⊙ Ludwig Unbescheiden IR, Bäckerei u. Konditorei, Keks und Zwiebackfabrik, BCto: C.- u. P.-B., Abt. St. Pauli Creditb., ⌖ D 2 Kl 7800, Silbersackstr. 15/19, ✉ 4: [221, 1456, 497, 1519]
- directory-entry: – Wilh. (1.) C., ⅠF Hermann Pinnau, BCto Deutsche Bk. Fil. Hbg., Dep.-Kasse A., ⌖ Vu 5612, Güntherstr. 45: [829, 1144, 1101, 1191]
- directory-entry: – Wwe. E., Düppelstr. 23, ✉ 30: [526, 1469, 693, 1485]
- phone-exchange-legend: Fernsprech-Handämter: ⌖ H 1 Hansa; ⌖ Ha = H 2 Elbe; ⌖ El = H 3 Alster; ⌖ Al = H 8 Harburg; ⌖ Harb = H 9 Blankenese; ⌖ Bl = H 6 Vulkan; ⌖ Vu = H 7 Roland; ⌖ Ro = H 4 Nordsee; ⌖ No = H 5 Merkur; ⌖ Me: [181, 379, 198, 1803]
- header-year: 1930: [851, 147, 911, 180]
- ad-lager-item: Barmbeck, Ecke Ahrensburgerstraße u. Dehnhaide: [1145, 442, 1349, 474]
- directory-entry: – Frau M., Schneiderin ⌖ Vu 7897, Hasselbrookstr. 47, ✉ 23: [221, 1771, 489, 1802]
- directory-entry: – Karl, Professor, Dr. phil., Landesschulrat BCto: Deutsche B. Fil Hbg., Dep.-Kasse Bergedorf, Dammthorstr. 25, Sprechst: Mittwoch und Freitag 1–2, Wohn Bergedorf ⌖550 Bismarckstr.33: [221, 245, 493, 307]
- column-1: [221, 198, 506, 1838]
- directory-entry: – Walter, Arbtr., Roepersweg 8, ✉ 39: [829, 1111, 1025, 1127]
- column-rule: [821, 193, 822, 1833]
- directory-entry: Universitätsinstitut für Tierzucht, ⌖ D 3 Ho 6053, Kampstr. 44/46, ✉ 6, Leiter: Prof. Dr. Jobs. Neumann, Sprechst: werkt. 9–10: [1133, 1017, 1400, 1064]
- column-3: [829, 198, 1114, 2003]
- directory-entry: Unkart –: [1133, 1064, 1180, 1080]
- directory-entry: Uneigennützige –: [526, 198, 619, 213]
- directory-entry: ⊙ Johannes Unland IR, Kaufleute, PSch. 23278, ⌖ C 2 Bi 4341, Hermannstrasse 14, ✉ 1, Inh: Arnold Unland, Großflottbek u. Werner Unland, hier, beide Mitgl. e. E. K.: [1133, 1515, 1411, 1577]
- header-first-name: Umlauf: [481, 151, 565, 180]
- directory-entry: Umlauff Bruno, Kaufm., ⌖ Ha 3117, Klosterallee 20, ✉ 37: [221, 340, 499, 371]
- union-advertisement: [1133, 251, 1418, 602]
- directory-entry: United States Lines siehe Norddeutscher Lloyd: [1133, 688, 1386, 704]
- directory-entry: – Wwe. Bruno, Övelgönnerstrasse 18, Aufg. r., ✉ 19: [526, 1326, 803, 1342]
- directory-entry: Unbehaun, H., Bureausekr., Rappstr. 24: [221, 1376, 430, 1392]
